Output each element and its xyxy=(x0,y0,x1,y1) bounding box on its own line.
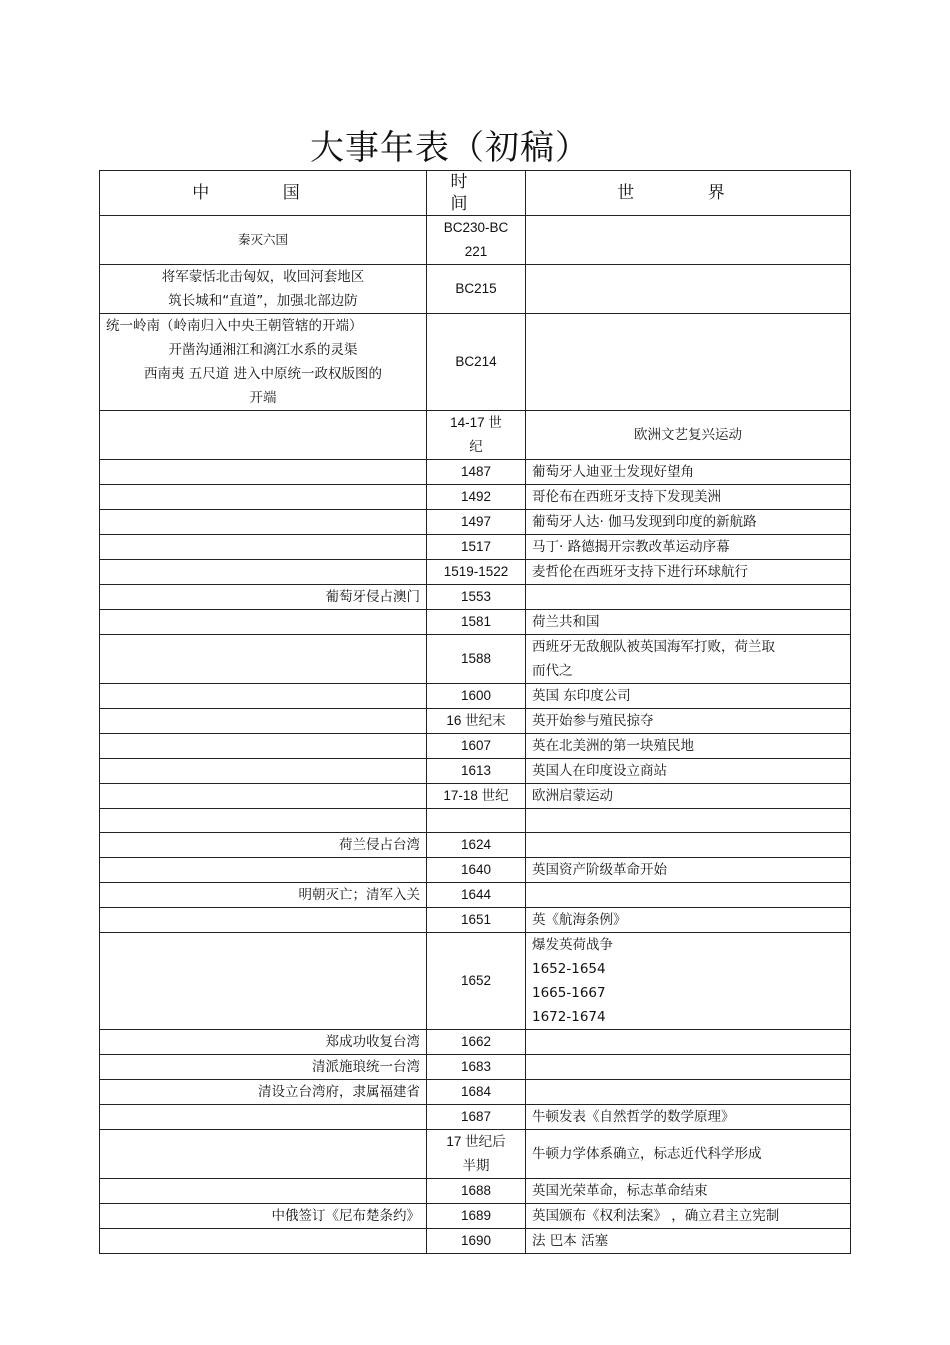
china-cell-line: 明朝灭亡；清军入关 xyxy=(298,887,420,903)
world-cell xyxy=(526,1080,851,1105)
china-cell xyxy=(100,684,427,709)
china-cell xyxy=(100,1030,427,1055)
table-row xyxy=(100,485,851,510)
world-cell xyxy=(526,560,851,585)
china-cell xyxy=(100,610,427,635)
china-cell-line: 筑长城和“直道”，加强北部边防 xyxy=(168,293,358,309)
world-cell xyxy=(526,510,851,535)
world-cell xyxy=(526,585,851,610)
time-cell xyxy=(427,933,526,1030)
world-cell xyxy=(526,314,851,411)
time-cell xyxy=(427,709,526,734)
world-cell xyxy=(526,933,851,1030)
time-cell xyxy=(427,635,526,684)
table-row xyxy=(100,784,851,809)
time-cell xyxy=(427,1204,526,1229)
time-cell xyxy=(427,1229,526,1254)
world-cell-line: 爆发英荷战争 xyxy=(532,937,613,953)
china-cell xyxy=(100,265,427,314)
world-cell xyxy=(526,1229,851,1254)
world-cell-line: 牛顿发表《自然哲学的数学原理》 xyxy=(532,1109,735,1125)
china-cell xyxy=(100,809,427,833)
china-cell xyxy=(100,759,427,784)
world-cell xyxy=(526,610,851,635)
table-row xyxy=(100,809,851,833)
world-cell xyxy=(526,635,851,684)
time-cell xyxy=(427,610,526,635)
header-china: 中 国 xyxy=(100,171,427,216)
world-cell-line: 马丁· 路德揭开宗教改革运动序幕 xyxy=(532,539,730,555)
world-cell xyxy=(526,883,851,908)
world-cell-line: 牛顿力学体系确立，标志近代科学形成 xyxy=(532,1146,762,1162)
table-row xyxy=(100,460,851,485)
table-row xyxy=(100,1080,851,1105)
world-cell xyxy=(526,734,851,759)
time-cell-line: 16 世纪末 xyxy=(446,713,506,728)
world-cell-line: 而代之 xyxy=(532,663,573,679)
china-cell xyxy=(100,709,427,734)
table-row xyxy=(100,1179,851,1204)
header-time: 时 间 xyxy=(427,171,526,216)
china-cell xyxy=(100,1055,427,1080)
table-row xyxy=(100,314,851,411)
world-cell xyxy=(526,784,851,809)
world-cell xyxy=(526,759,851,784)
time-cell-line: 17-18 世纪 xyxy=(443,788,509,803)
time-cell xyxy=(427,411,526,460)
table-row xyxy=(100,933,851,1030)
time-cell-line: 1652 xyxy=(460,973,492,988)
china-cell xyxy=(100,460,427,485)
china-cell xyxy=(100,510,427,535)
time-cell-line: 1640 xyxy=(460,862,492,877)
world-cell xyxy=(526,858,851,883)
china-cell xyxy=(100,1105,427,1130)
world-cell xyxy=(526,809,851,833)
time-cell-line: 1651 xyxy=(460,912,492,927)
header-world: 世 界 xyxy=(526,171,851,216)
time-cell xyxy=(427,809,526,833)
world-cell xyxy=(526,216,851,265)
time-cell xyxy=(427,585,526,610)
time-cell-line: 1687 xyxy=(460,1109,492,1124)
time-cell xyxy=(427,1055,526,1080)
china-cell xyxy=(100,585,427,610)
time-cell xyxy=(427,1105,526,1130)
china-cell xyxy=(100,908,427,933)
time-cell-line: 1487 xyxy=(460,464,492,479)
world-cell-line: 法 巴本 活塞 xyxy=(532,1233,609,1249)
world-cell-line: 1665-1667 xyxy=(532,985,606,1001)
world-cell xyxy=(526,1130,851,1179)
time-cell-line: 纪 xyxy=(469,439,483,454)
time-cell-line: 1613 xyxy=(460,763,492,778)
china-cell xyxy=(100,858,427,883)
world-cell xyxy=(526,460,851,485)
world-cell xyxy=(526,535,851,560)
table-row xyxy=(100,1055,851,1080)
table-row xyxy=(100,1030,851,1055)
table-header-row xyxy=(100,171,851,216)
time-cell-line: 1688 xyxy=(460,1183,492,1198)
china-cell xyxy=(100,933,427,1030)
world-cell-line: 葡萄牙人迪亚士发现好望角 xyxy=(532,464,694,480)
china-cell xyxy=(100,1229,427,1254)
time-cell xyxy=(427,858,526,883)
time-cell xyxy=(427,1080,526,1105)
time-cell-line: BC214 xyxy=(455,354,497,369)
time-cell xyxy=(427,883,526,908)
world-cell-line: 英开始参与殖民掠夺 xyxy=(532,713,654,729)
world-cell-line: 葡萄牙人达· 伽马发现到印度的新航路 xyxy=(532,514,757,530)
time-cell-line: 1519-1522 xyxy=(443,564,509,579)
china-cell xyxy=(100,734,427,759)
china-cell xyxy=(100,216,427,265)
table-row xyxy=(100,684,851,709)
world-cell-line: 1672-1674 xyxy=(532,1009,606,1025)
table-row xyxy=(100,510,851,535)
table-row xyxy=(100,560,851,585)
table-row xyxy=(100,858,851,883)
world-cell xyxy=(526,1179,851,1204)
time-cell-line: 221 xyxy=(464,244,488,259)
chronology-table xyxy=(99,170,851,1254)
time-cell xyxy=(427,460,526,485)
china-cell-line: 清设立台湾府，隶属福建省 xyxy=(258,1084,420,1100)
china-cell-line: 清派施琅统一台湾 xyxy=(312,1059,420,1075)
world-cell-line: 哥伦布在西班牙支持下发现美洲 xyxy=(532,489,721,505)
table-row xyxy=(100,908,851,933)
china-cell-line: 开凿沟通湘江和漓江水系的灵渠 xyxy=(168,342,358,358)
china-cell xyxy=(100,1080,427,1105)
china-cell xyxy=(100,1130,427,1179)
table-row xyxy=(100,1229,851,1254)
time-cell-line: 1517 xyxy=(460,539,492,554)
time-cell xyxy=(427,485,526,510)
table-row xyxy=(100,734,851,759)
world-cell-line: 荷兰共和国 xyxy=(532,614,600,630)
world-cell-line: 1652-1654 xyxy=(532,961,606,977)
table-row xyxy=(100,759,851,784)
world-cell xyxy=(526,908,851,933)
world-cell xyxy=(526,1030,851,1055)
time-cell-line: 1588 xyxy=(460,651,492,666)
china-cell-line: 秦灭六国 xyxy=(237,232,288,247)
world-cell-line: 英《航海条例》 xyxy=(532,912,627,928)
table-row xyxy=(100,709,851,734)
world-cell xyxy=(526,833,851,858)
table-row xyxy=(100,216,851,265)
time-cell xyxy=(427,1030,526,1055)
time-cell xyxy=(427,833,526,858)
china-cell xyxy=(100,560,427,585)
world-cell-line: 欧洲启蒙运动 xyxy=(532,788,613,804)
china-cell xyxy=(100,1179,427,1204)
time-cell-line: 1497 xyxy=(460,514,492,529)
time-cell-line: 半期 xyxy=(462,1158,490,1173)
time-cell-line: 1689 xyxy=(460,1208,492,1223)
time-cell-line: 1683 xyxy=(460,1059,492,1074)
world-cell-line: 英国颁布《权利法案》 ，确立君主立宪制 xyxy=(532,1208,780,1224)
time-cell-line: 14-17 世 xyxy=(450,415,502,430)
world-cell xyxy=(526,709,851,734)
world-cell xyxy=(526,411,851,460)
world-cell-line: 英国资产阶级革命开始 xyxy=(532,862,667,878)
time-cell xyxy=(427,216,526,265)
world-cell-line: 英国 东印度公司 xyxy=(532,688,631,704)
china-cell-line: 将军蒙恬北击匈奴，收回河套地区 xyxy=(161,269,365,285)
time-cell-line: 1553 xyxy=(460,589,492,604)
china-cell-line: 中俄签订《尼布楚条约》 xyxy=(271,1208,420,1224)
china-cell xyxy=(100,535,427,560)
china-cell-line: 荷兰侵占台湾 xyxy=(339,837,420,853)
china-cell xyxy=(100,411,427,460)
world-cell-line: 英在北美洲的第一块殖民地 xyxy=(532,738,694,754)
world-cell-line: 麦哲伦在西班牙支持下进行环球航行 xyxy=(532,564,748,580)
time-cell xyxy=(427,510,526,535)
time-cell xyxy=(427,560,526,585)
time-cell xyxy=(427,314,526,411)
china-cell-line: 郑成功收复台湾 xyxy=(325,1034,420,1050)
china-cell-line: 开端 xyxy=(249,390,277,406)
china-cell xyxy=(100,784,427,809)
china-cell-line: 统一岭南（岭南归入中央王朝管辖的开端） xyxy=(106,318,363,334)
time-cell-line: 1644 xyxy=(460,887,492,902)
table-row xyxy=(100,265,851,314)
table-row xyxy=(100,833,851,858)
time-cell-line: 1600 xyxy=(460,688,492,703)
china-cell xyxy=(100,314,427,411)
time-cell-line: 1624 xyxy=(460,837,492,852)
china-cell xyxy=(100,883,427,908)
time-cell-line: 17 世纪后 xyxy=(446,1134,506,1149)
china-cell xyxy=(100,485,427,510)
time-cell xyxy=(427,759,526,784)
china-cell xyxy=(100,635,427,684)
time-cell xyxy=(427,908,526,933)
time-cell-line: 1581 xyxy=(460,614,492,629)
table-row xyxy=(100,535,851,560)
time-cell xyxy=(427,265,526,314)
time-cell xyxy=(427,535,526,560)
china-cell xyxy=(100,1204,427,1229)
table-row xyxy=(100,610,851,635)
time-cell-line: 1690 xyxy=(460,1233,492,1248)
world-cell xyxy=(526,1204,851,1229)
table-row xyxy=(100,883,851,908)
table-row xyxy=(100,635,851,684)
table-row xyxy=(100,585,851,610)
time-cell-line: 1684 xyxy=(460,1084,492,1099)
time-cell-line: BC215 xyxy=(455,281,497,296)
world-cell-line: 英国光荣革命，标志革命结束 xyxy=(532,1183,708,1199)
china-cell xyxy=(100,833,427,858)
time-cell xyxy=(427,734,526,759)
china-cell-line: 西南夷 五尺道 进入中原统一政权版图的 xyxy=(143,366,383,382)
time-cell xyxy=(427,1130,526,1179)
world-cell-line: 欧洲文艺复兴运动 xyxy=(634,427,742,443)
china-cell-line: 葡萄牙侵占澳门 xyxy=(325,589,420,605)
world-cell-line: 英国人在印度设立商站 xyxy=(532,763,667,779)
time-cell xyxy=(427,1179,526,1204)
table-row xyxy=(100,411,851,460)
time-cell-line: BC230-BC xyxy=(443,220,509,235)
world-cell xyxy=(526,485,851,510)
table-row xyxy=(100,1105,851,1130)
time-cell-line: 1662 xyxy=(460,1034,492,1049)
world-cell xyxy=(526,1055,851,1080)
page-title: 大事年表（初稿） xyxy=(310,128,590,168)
time-cell xyxy=(427,784,526,809)
world-cell xyxy=(526,1105,851,1130)
table-row xyxy=(100,1204,851,1229)
world-cell-line: 西班牙无敌舰队被英国海军打败，荷兰取 xyxy=(532,639,775,655)
time-cell-line: 1492 xyxy=(460,489,492,504)
time-cell-line: 1607 xyxy=(460,738,492,753)
time-cell xyxy=(427,684,526,709)
world-cell xyxy=(526,265,851,314)
world-cell xyxy=(526,684,851,709)
table-row xyxy=(100,1130,851,1179)
